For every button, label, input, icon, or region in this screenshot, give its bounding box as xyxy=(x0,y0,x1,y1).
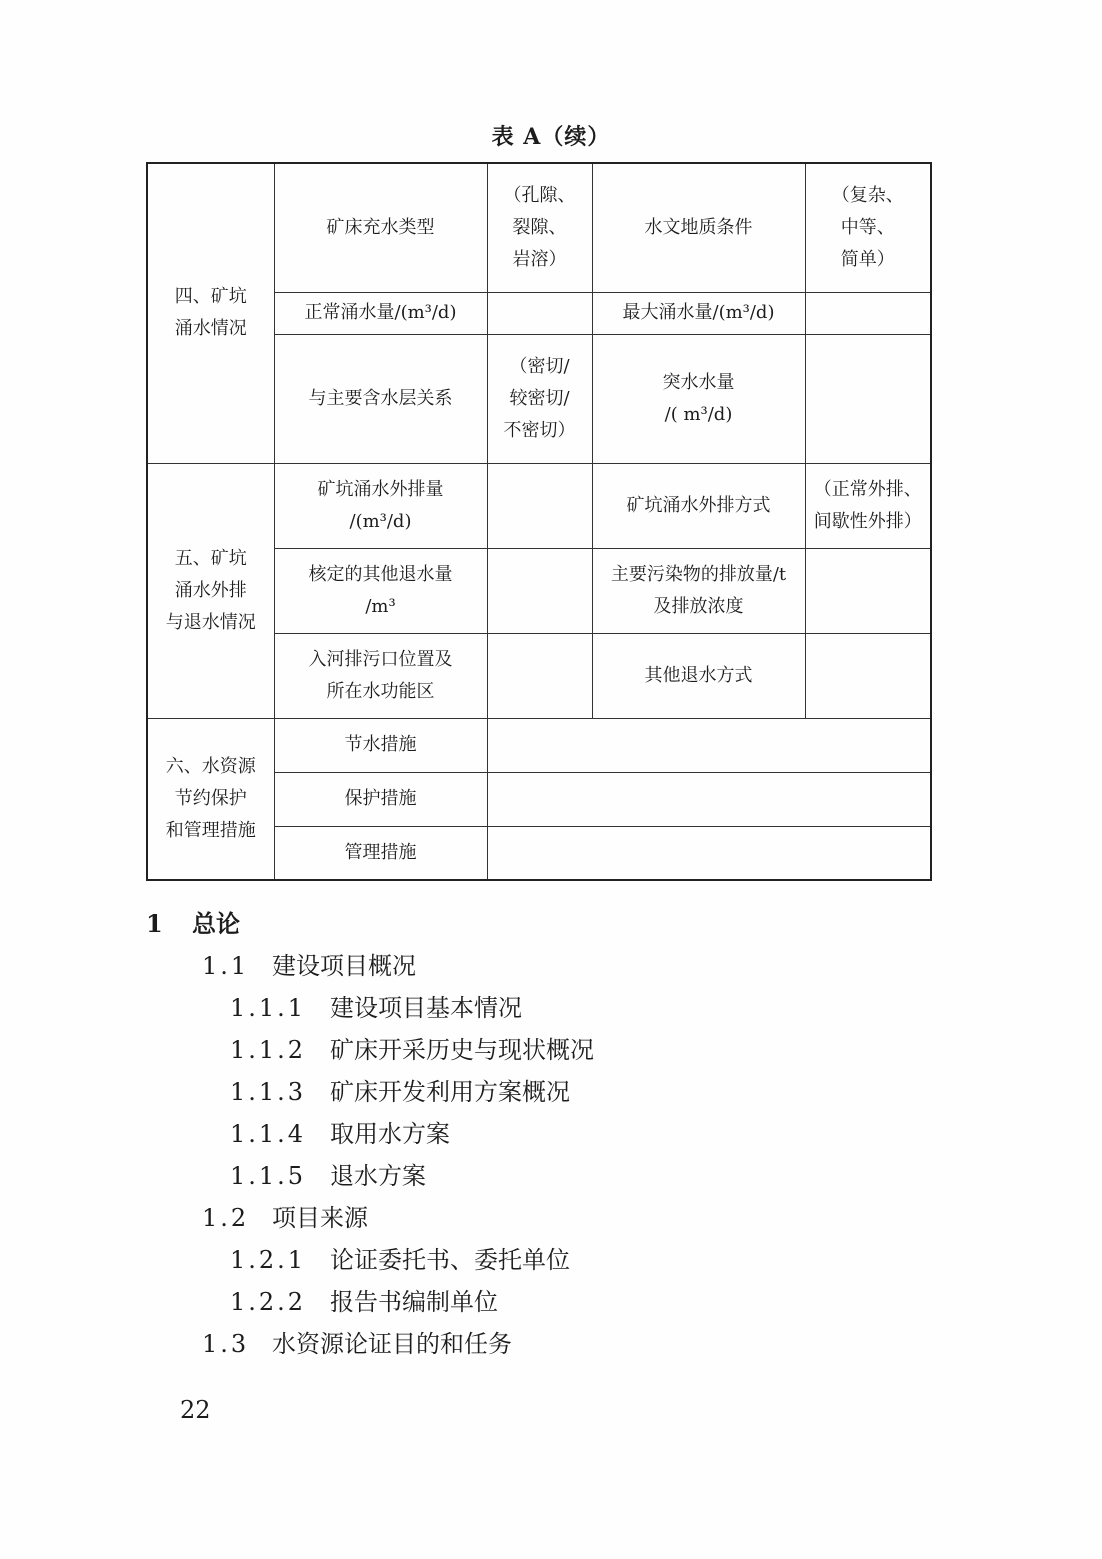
table-row xyxy=(147,463,931,548)
table-cell: 矿坑涌水外排方式 xyxy=(592,463,805,548)
table-cell: 其他退水方式 xyxy=(592,633,805,718)
table-row xyxy=(147,718,931,772)
section-label-drainage: 五、矿坑 涌水外排 与退水情况 xyxy=(147,463,274,718)
table-cell: （孔隙、 裂隙、 岩溶） xyxy=(487,163,592,292)
toc-title: 水资源论证目的和任务 xyxy=(272,1330,512,1358)
toc-title: 退水方案 xyxy=(330,1162,426,1190)
table-cell xyxy=(487,463,592,548)
toc-number: 1.1.1 xyxy=(230,994,307,1022)
table-cell: 管理措施 xyxy=(274,826,487,880)
table-cell: 核定的其他退水量 /m³ xyxy=(274,548,487,633)
toc-item xyxy=(230,1240,570,1275)
toc-title: 矿床开采历史与现状概况 xyxy=(330,1036,594,1064)
toc-title: 项目来源 xyxy=(272,1204,368,1232)
table-cell xyxy=(487,772,931,826)
table-cell: （复杂、 中等、 简单） xyxy=(805,163,931,292)
toc-item xyxy=(230,1156,426,1191)
toc-number: 1.2.2 xyxy=(230,1288,307,1316)
table-caption: 表 A（续） xyxy=(491,124,611,150)
table-cell: 矿床充水类型 xyxy=(274,163,487,292)
table-cell xyxy=(805,334,931,463)
table-cell: 正常涌水量/(m³/d) xyxy=(274,292,487,334)
project-info-table xyxy=(146,162,932,881)
table-cell: 突水水量 /( m³/d) xyxy=(592,334,805,463)
table-cell: 矿坑涌水外排量 /(m³/d) xyxy=(274,463,487,548)
toc-title: 建设项目基本情况 xyxy=(330,994,522,1022)
toc-number: 1.1.4 xyxy=(230,1120,307,1148)
table-cell xyxy=(805,292,931,334)
toc-title: 报告书编制单位 xyxy=(330,1288,498,1316)
table-cell: 最大涌水量/(m³/d) xyxy=(592,292,805,334)
table-cell: 主要污染物的排放量/t 及排放浓度 xyxy=(592,548,805,633)
section-label-water-measures: 六、水资源 节约保护 和管理措施 xyxy=(147,718,274,880)
table-cell xyxy=(487,633,592,718)
toc-item xyxy=(230,1282,498,1317)
toc-item xyxy=(230,1072,570,1107)
table-cell xyxy=(487,292,592,334)
toc-item xyxy=(202,1198,368,1233)
toc-title: 建设项目概况 xyxy=(272,952,416,980)
toc-title: 矿床开发利用方案概况 xyxy=(330,1078,570,1106)
table-cell xyxy=(805,548,931,633)
table-cell: 入河排污口位置及 所在水功能区 xyxy=(274,633,487,718)
page-number: 22 xyxy=(180,1396,211,1424)
toc-item xyxy=(146,904,240,939)
toc-number: 1.3 xyxy=(202,1330,250,1358)
toc-number: 1.1.3 xyxy=(230,1078,307,1106)
table-row xyxy=(147,163,931,292)
toc-number: 1.1.5 xyxy=(230,1162,307,1190)
table-cell: 保护措施 xyxy=(274,772,487,826)
toc-item xyxy=(202,1324,512,1359)
toc-item xyxy=(230,1114,450,1149)
table-cell: 节水措施 xyxy=(274,718,487,772)
table-cell xyxy=(487,826,931,880)
table-cell xyxy=(487,718,931,772)
table-cell xyxy=(805,633,931,718)
toc-title: 总论 xyxy=(192,909,240,938)
section-label-mine-inflow: 四、矿坑 涌水情况 xyxy=(147,163,274,463)
toc-number: 1.2 xyxy=(202,1204,250,1232)
table-cell: 水文地质条件 xyxy=(592,163,805,292)
toc-number: 1.1 xyxy=(202,952,250,980)
toc-number: 1.2.1 xyxy=(230,1246,307,1274)
toc-title: 论证委托书、委托单位 xyxy=(330,1246,570,1274)
table-cell: 与主要含水层关系 xyxy=(274,334,487,463)
toc-item xyxy=(202,946,416,981)
table-cell: （正常外排、 间歇性外排） xyxy=(805,463,931,548)
toc-number: 1 xyxy=(146,909,163,938)
table-cell: （密切/ 较密切/ 不密切） xyxy=(487,334,592,463)
toc-item xyxy=(230,1030,594,1065)
toc-item xyxy=(230,988,522,1023)
table-cell xyxy=(487,548,592,633)
toc-title: 取用水方案 xyxy=(330,1120,450,1148)
toc-number: 1.1.2 xyxy=(230,1036,307,1064)
